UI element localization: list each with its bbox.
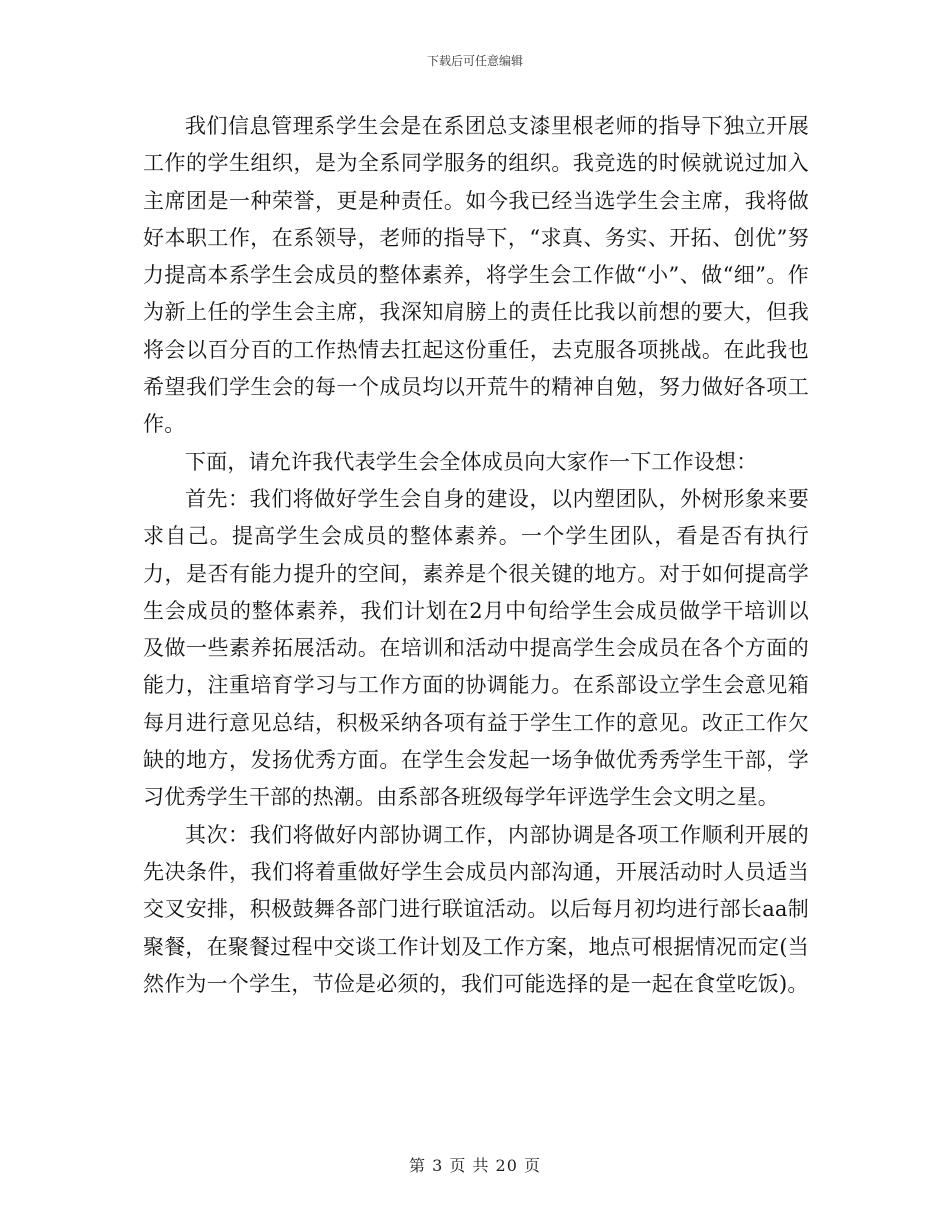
paragraph-first: 首先：我们将做好学生会自身的建设，以内塑团队，外树形象来要求自己。提高学生会成员的整体素养。一个学生团队，看是否有执行力，是否有能力提升的空间，素养是个很关键的地方。对于如何提高学生会成员的整体素养，我们计划在2月中旬给学生会成员做学干培训以及做一些素养拓展活动。在培训和活动中提高学生会成员在各个方面的能力，注重培育学习与工作方面的协调能力。在系部设立学生会意见箱每月进行意见总结，积极采纳各项有益于学生工作的意见。改正工作欠缺的地方，发扬优秀方面。在学生会发起一场争做优秀秀学生干部，学习优秀学生干部的热潮。由系部各班级每学年评选学生会文明之星。 <box>143 486 809 810</box>
paragraph-intro: 我们信息管理系学生会是在系团总支漆里根老师的指导下独立开展工作的学生组织，是为全系同学服务的组织。我竞选的时候就说过加入主席团是一种荣誉，更是种责任。如今我已经当选学生会主席，我将做好本职工作，在系领导，老师的指导下，“求真、务实、开拓、创优”努力提高本系学生会成员的整体素养，将学生会工作做“小”、做“细”。作为新上任的学生会主席，我深知肩膀上的责任比我以前想的要大，但我将会以百分百的工作热情去扛起这份重任，去克服各项挑战。在此我也希望我们学生会的每一个成员均以开荒牛的精神自勉，努力做好各项工作。 <box>143 114 809 437</box>
header-note: 下载后可任意编辑 <box>426 54 523 68</box>
page-number: 第 3 页 共 20 页 <box>409 1156 541 1175</box>
paragraph-second: 其次：我们将做好内部协调工作，内部协调是各项工作顺利开展的先决条件，我们将着重做好学生会成员内部沟通，开展活动时人员适当交叉安排，积极鼓舞各部门进行联谊活动。以后每月初均进行部长aa制聚餐，在聚餐过程中交谈工作计划及工作方案，地点可根据情况而定(当然作为一个学生，节俭是必须的，我们可能选择的是一起在食堂吃饭)。 <box>143 822 809 996</box>
document-body <box>143 108 809 1003</box>
paragraph-transition: 下面，请允许我代表学生会全体成员向大家作一下工作设想： <box>185 449 758 474</box>
